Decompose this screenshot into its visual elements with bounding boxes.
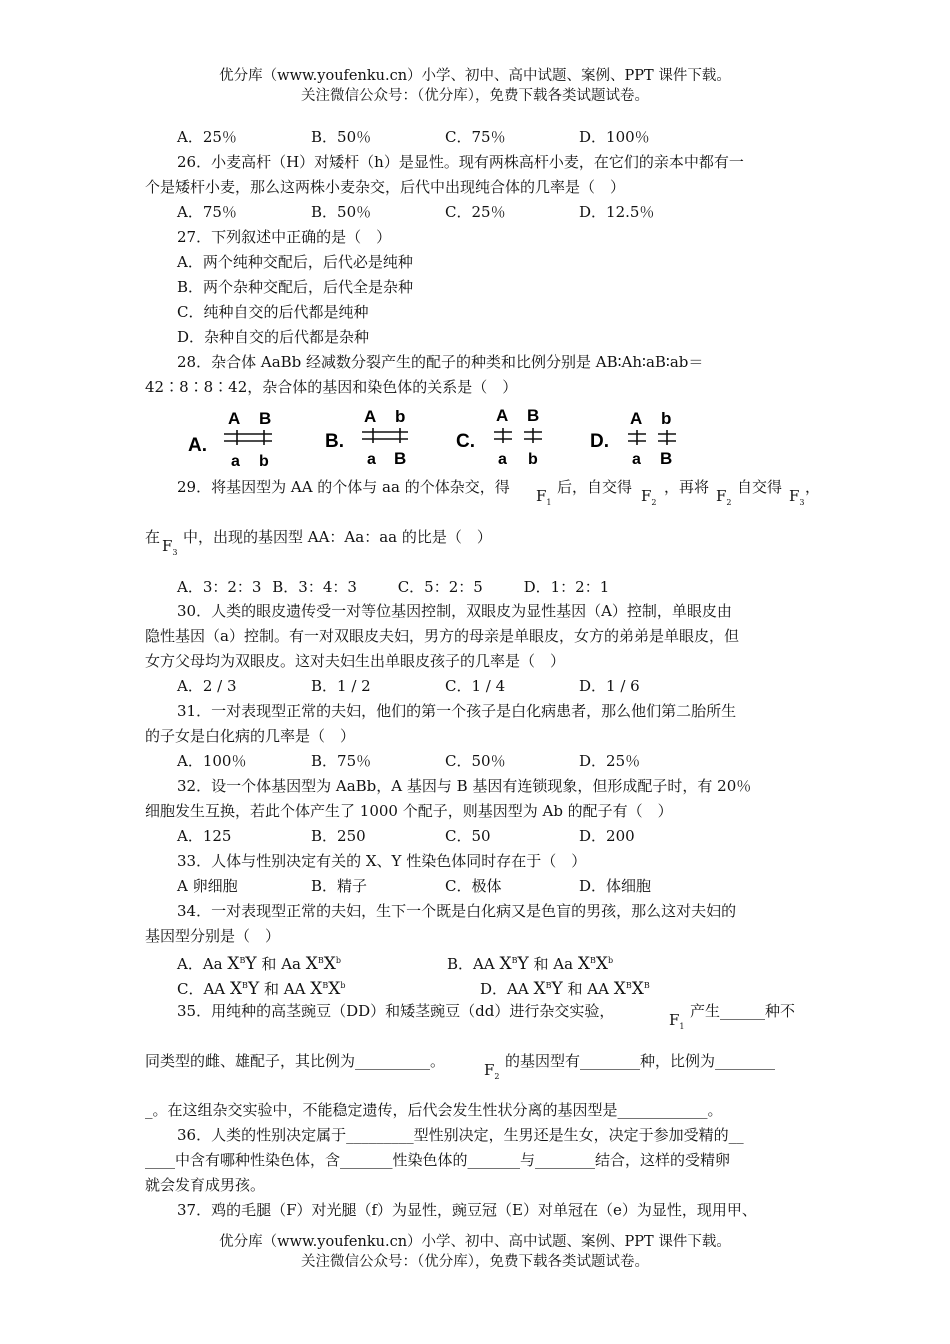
q34-stem-line-2: 基因型分别是（ ） bbox=[145, 927, 281, 945]
q28-figure-a-bottom-1: a bbox=[231, 453, 240, 470]
q27-option-b: B．两个杂种交配后，后代全是杂种 bbox=[177, 278, 414, 296]
q31-stem-line-1: 31．一对表现型正常的夫妇，他们的第一个孩子是白化病患者，那么他们第二胎所生 bbox=[177, 702, 737, 720]
footer-line-1: 优分库（www.youfenku.cn）小学、初中、高中试题、案例、PPT 课件下载。 bbox=[219, 1234, 731, 1250]
q29-f3-symbol-2: $F_3$ bbox=[162, 537, 178, 557]
q28-figure-b-bottom-2: B bbox=[394, 449, 407, 468]
q28-chromosome-figures bbox=[180, 402, 700, 472]
q33-options bbox=[177, 876, 807, 896]
q34-option-d: D．AA $X^BY$ 和 AA $X^BX^B$ bbox=[480, 979, 650, 999]
q28-figure-d-bottom-1: a bbox=[632, 451, 641, 468]
q36-stem-line-2: ____中含有哪种性染色体，含_______性染色体的_______与________结合，这样的受精卵 bbox=[145, 1151, 731, 1169]
q29-option-a: A．3：2：3 bbox=[177, 578, 262, 596]
q32-option-d: D．200 bbox=[579, 827, 635, 845]
q28-stem-line-2: 42∶8∶8∶42，杂合体的基因和染色体的关系是（ ） bbox=[145, 378, 518, 396]
q28-figure-d-label: D. bbox=[590, 431, 609, 452]
q26-stem-line-2: 个是矮杆小麦，那么这两株小麦杂交，后代中出现纯合体的几率是（ ） bbox=[145, 178, 626, 196]
q30-stem-line-3: 女方父母均为双眼皮。这对夫妇生出单眼皮孩子的几率是（ ） bbox=[145, 652, 566, 670]
q31-option-c: C．50％ bbox=[445, 752, 506, 770]
q31-option-b: B．75％ bbox=[311, 752, 372, 770]
q28-figure-c-bottom-1: a bbox=[498, 451, 507, 468]
q28-figure-a-bottom-2: b bbox=[259, 453, 269, 470]
q25-option-c: C．75％ bbox=[445, 128, 506, 146]
q28-figure-c-bottom-2: b bbox=[528, 451, 538, 468]
q27-option-c: C．纯种自交的后代都是纯种 bbox=[177, 303, 369, 321]
q28-figure-d bbox=[590, 409, 676, 468]
q25-option-d: D．100％ bbox=[579, 128, 650, 146]
q35-text-2: 产生______种不 bbox=[690, 1002, 796, 1020]
q28-figure-b-label: B. bbox=[325, 431, 344, 452]
q26-stem-line-1: 26．小麦高杆（H）对矮杆（h）是显性。现有两株高杆小麦，在它们的亲本中都有一 bbox=[177, 153, 744, 171]
q32-stem-line-2: 细胞发生互换，若此个体产生了 1000 个配子，则基因型为 Ab 的配子有（ ） bbox=[145, 802, 673, 820]
q35-f2-symbol: $F_2$ bbox=[484, 1061, 500, 1081]
q28-figure-d-top-2: b bbox=[661, 409, 672, 428]
q25-options bbox=[177, 127, 807, 147]
q29-text-6: 在 bbox=[145, 528, 161, 546]
q33-stem: 33．人体与性别决定有关的 X、Y 性染色体同时存在于（ ） bbox=[177, 852, 587, 870]
q27-stem: 27．下列叙述中正确的是（ ） bbox=[177, 228, 392, 246]
q26-option-a: A．75％ bbox=[177, 203, 237, 221]
q30-stem-line-1: 30．人类的眼皮遗传受一对等位基因控制，双眼皮为显性基因（A）控制，单眼皮由 bbox=[177, 602, 732, 620]
q30-option-b: B．1 / 2 bbox=[311, 677, 371, 695]
q34-stem-line-1: 34．一对表现型正常的夫妇，生下一个既是白化病又是色盲的男孩，那么这对夫妇的 bbox=[177, 902, 737, 920]
q29-text-3: ，再将 bbox=[664, 478, 710, 496]
q29-text-1: 29．将基因型为 AA 的个体与 aa 的个体杂交，得 bbox=[177, 478, 510, 496]
q36-stem-line-1: 36．人类的性别决定属于_________型性别决定，生男还是生女，决定于参加受精的__ bbox=[177, 1126, 744, 1144]
q28-figure-a-top-2: B bbox=[259, 409, 272, 428]
header-line-1: 优分库（www.youfenku.cn）小学、初中、高中试题、案例、PPT 课件下载。 bbox=[219, 68, 731, 84]
q28-figure-b-top-2: b bbox=[395, 407, 406, 426]
q33-option-d: D．体细胞 bbox=[579, 877, 652, 895]
q25-option-a: A．25％ bbox=[177, 128, 237, 146]
q31-stem-line-2: 的子女是白化病的几率是（ ） bbox=[145, 727, 356, 745]
q30-option-a: A．2 / 3 bbox=[177, 677, 237, 695]
q26-option-b: B．50％ bbox=[311, 203, 372, 221]
q32-options bbox=[177, 826, 807, 846]
q28-figure-b-top-1: A bbox=[364, 407, 377, 426]
q28-figure-b bbox=[325, 407, 408, 468]
footer-line-2: 关注微信公众号：（优分库），免费下载各类试题试卷。 bbox=[301, 1254, 649, 1270]
q35-f1-symbol: $F_1$ bbox=[669, 1011, 685, 1031]
q29-f3-symbol-1: $F_3$ bbox=[789, 487, 805, 507]
q28-figure-c-label: C. bbox=[456, 431, 475, 452]
q35-text-1: 35．用纯种的高茎豌豆（DD）和矮茎豌豆（dd）进行杂交实验， bbox=[177, 1002, 615, 1020]
q25-option-b: B．50％ bbox=[311, 128, 372, 146]
q34-option-c: C．AA $X^BY$ 和 AA $X^BX^b$ bbox=[177, 979, 346, 999]
q34-option-a: A．Aa $X^BY$ 和 Aa $X^BX^b$ bbox=[177, 954, 341, 974]
q29-option-b: B．3：4：3 bbox=[272, 578, 357, 596]
q33-option-b: B．精子 bbox=[311, 877, 368, 895]
q29-option-d: D．1：2：1 bbox=[523, 578, 610, 596]
q32-option-c: C．50 bbox=[445, 827, 491, 845]
q32-option-b: B．250 bbox=[311, 827, 366, 845]
q28-figure-d-bottom-2: B bbox=[660, 449, 673, 468]
q29-text-7: 中，出现的基因型 AA：Aa：aa 的比是（ ） bbox=[183, 528, 492, 546]
q29-f2-symbol-2: $F_2$ bbox=[716, 487, 732, 507]
q28-figure-d-top-1: A bbox=[630, 409, 643, 428]
q29-f2-symbol-1: $F_2$ bbox=[641, 487, 657, 507]
q29-text-4: 自交得 bbox=[737, 478, 783, 496]
q31-option-a: A．100％ bbox=[177, 752, 247, 770]
q32-stem-line-1: 32．设一个体基因型为 AaBb，A 基因与 B 基因有连锁现象，但形成配子时，有 20％ bbox=[177, 777, 752, 795]
q30-stem-line-2: 隐性基因（a）控制。有一对双眼皮夫妇，男方的母亲是单眼皮，女方的弟弟是单眼皮，但 bbox=[145, 627, 739, 645]
q27-option-d: D．杂种自交的后代都是杂种 bbox=[177, 328, 370, 346]
q26-option-d: D．12.5％ bbox=[579, 203, 655, 221]
q26-options bbox=[177, 202, 807, 222]
q28-stem-line-1: 28．杂合体 AaBb 经减数分裂产生的配子的种类和比例分别是 AB∶Ah∶aB∶ab＝ bbox=[177, 353, 704, 371]
q36-stem-line-3: 就会发育成男孩。 bbox=[145, 1176, 266, 1194]
q35-text-4: 的基因型有________种，比例为________ bbox=[505, 1052, 776, 1070]
q26-option-c: C．25％ bbox=[445, 203, 506, 221]
q28-figure-a bbox=[188, 409, 272, 470]
q35-text-3: 同类型的雌、雄配子，其比例为__________。 bbox=[145, 1052, 446, 1070]
q33-option-c: C．极体 bbox=[445, 877, 502, 895]
q30-option-d: D．1 / 6 bbox=[579, 677, 640, 695]
header-line-2: 关注微信公众号：（优分库），免费下载各类试题试卷。 bbox=[301, 88, 649, 104]
q29-option-c: C．5：2：5 bbox=[397, 578, 483, 596]
q32-option-a: A．125 bbox=[177, 827, 232, 845]
q27-option-a: A．两个纯种交配后，后代必是纯种 bbox=[177, 253, 413, 271]
q29-f1-symbol-1: $F_1$ bbox=[536, 487, 552, 507]
q29-text-2: 后，自交得 bbox=[557, 478, 633, 496]
q37-stem-line-1: 37．鸡的毛腿（F）对光腿（f）为显性，豌豆冠（E）对单冠在（e）为显性，现用甲、 bbox=[177, 1201, 757, 1219]
q33-option-a: A 卵细胞 bbox=[177, 877, 238, 895]
q28-figure-c-top-1: A bbox=[496, 406, 509, 425]
q28-figure-c-top-2: B bbox=[527, 406, 540, 425]
q31-options bbox=[177, 751, 807, 771]
q29-options bbox=[177, 577, 807, 597]
q29-text-5: ， bbox=[805, 478, 821, 496]
q28-figure-a-top-1: A bbox=[228, 409, 241, 428]
q35-text-5: _。在这组杂交实验中，不能稳定遗传，后代会发生性状分离的基因型是____________。 bbox=[145, 1101, 723, 1119]
q28-figure-b-bottom-1: a bbox=[367, 451, 376, 468]
q28-figure-a-label: A. bbox=[188, 435, 207, 456]
q30-option-c: C．1 / 4 bbox=[445, 677, 506, 695]
q28-figure-c bbox=[456, 406, 542, 468]
q30-options bbox=[177, 676, 807, 696]
q31-option-d: D．25％ bbox=[579, 752, 641, 770]
q34-option-b: B．AA $X^BY$ 和 Aa $X^BX^b$ bbox=[447, 954, 614, 974]
